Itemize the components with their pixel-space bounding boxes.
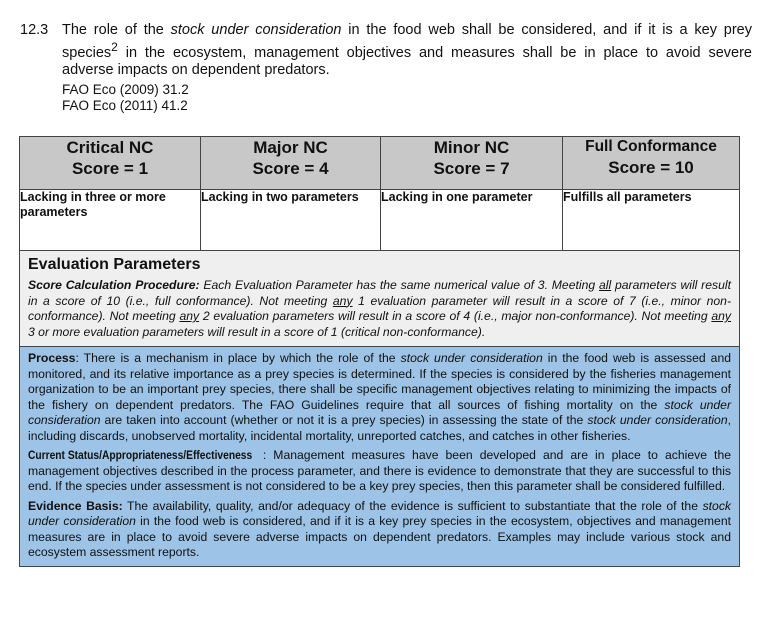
evidence-parameter: Evidence Basis: The availability, quality, and/or adequacy of the evidence is sufficient to substantiate that the role of the stock under consideration in the food web is considered, and if it is a key prey species in the ecosystem, objectives and management measures are in place to avoid severe adverse impacts on dependent predators. Examples may include various stock and ecosystem assessment reports. <box>28 498 732 559</box>
scoring-table <box>19 136 740 567</box>
minor-nc-header: Minor NC Score = 7 <box>381 137 563 190</box>
full-conformance-header: Full Conformance Score = 10 <box>563 137 740 190</box>
major-nc-description: Lacking in two parameters <box>201 190 381 251</box>
procedure-label: Score Calculation Procedure: <box>28 278 200 292</box>
evidence-label: Evidence Basis: <box>28 498 123 513</box>
clause-text: The role of the stock under consideration in the food web shall be considered, and if it is a key prey species$^2$ in the ecosystem, management objectives and measures shall be in place to avoid severe adverse impacts on dependent predators. <box>62 22 752 78</box>
status-label: Current Status/Appropriateness/Effectiveness <box>28 448 253 462</box>
full-conformance-description: Fulfills all parameters <box>563 190 740 251</box>
critical-nc-description: Lacking in three or more parameters <box>20 190 201 251</box>
critical-nc-header: Critical NC Score = 1 <box>20 137 201 190</box>
score-calculation-procedure: Score Calculation Procedure: Each Evaluation Parameter has the same numerical value of 3. Meeting all parameters will result in a score of 10 (i.e., full conformance). Not meeting any 1 evaluation parameter will result in a score of 7 (i.e., minor non-conformance). Not meeting any 2 evaluation parameters will result in a score of 4 (i.e., major non-conformance). Not meeting any 3 or more evaluation parameters will result in a score of 1 (critical non-conformance). <box>28 278 732 339</box>
major-nc-header: Major NC Score = 4 <box>201 137 381 190</box>
reference-item: FAO Eco (2011) 41.2 <box>62 98 188 113</box>
score-header-row <box>20 137 740 190</box>
references <box>62 82 189 114</box>
process-label: Process <box>28 351 76 365</box>
parameters-row <box>20 347 740 567</box>
footnote-marker: 2 <box>111 40 118 54</box>
evaluation-parameters <box>20 251 740 347</box>
status-parameter: Current Status/Appropriateness/Effectiveness : Management measures have been developed and are in place to achieve the management objectives described in the process parameter, and there is evidence to demonstrate that they are successful to this end. If the species under assessment is not considered to be a key prey species, then this parameter shall be considered fulfilled. <box>28 448 731 493</box>
process-parameter: Process: There is a mechanism in place by which the role of the stock under consideration in the food web is assessed and monitored, and its relative importance as a prey species is determined. If the species is considered by the fisheries management organization to be an important prey species, there shall be specific management objectives relating to minimizing the impacts of the fishery on dependent predators. The FAO Guidelines require that all sources of fishing mortality on the stock under consideration are taken into account (whether or not it is a prey species) in assessing the state of the stock under consideration, including discards, unobserved mortality, incidental mortality, unreported catches, and catches in other fisheries. <box>28 351 732 443</box>
clause-number: 12.3 <box>20 22 49 38</box>
score-description-row <box>20 190 740 251</box>
parameters-box <box>20 347 740 567</box>
minor-nc-description: Lacking in one parameter <box>381 190 563 251</box>
evaluation-row <box>20 251 740 347</box>
clause-italic-term: stock under consideration <box>170 22 342 38</box>
reference-item: FAO Eco (2009) 31.2 <box>62 82 189 97</box>
evaluation-title: Evaluation Parameters <box>28 256 201 273</box>
